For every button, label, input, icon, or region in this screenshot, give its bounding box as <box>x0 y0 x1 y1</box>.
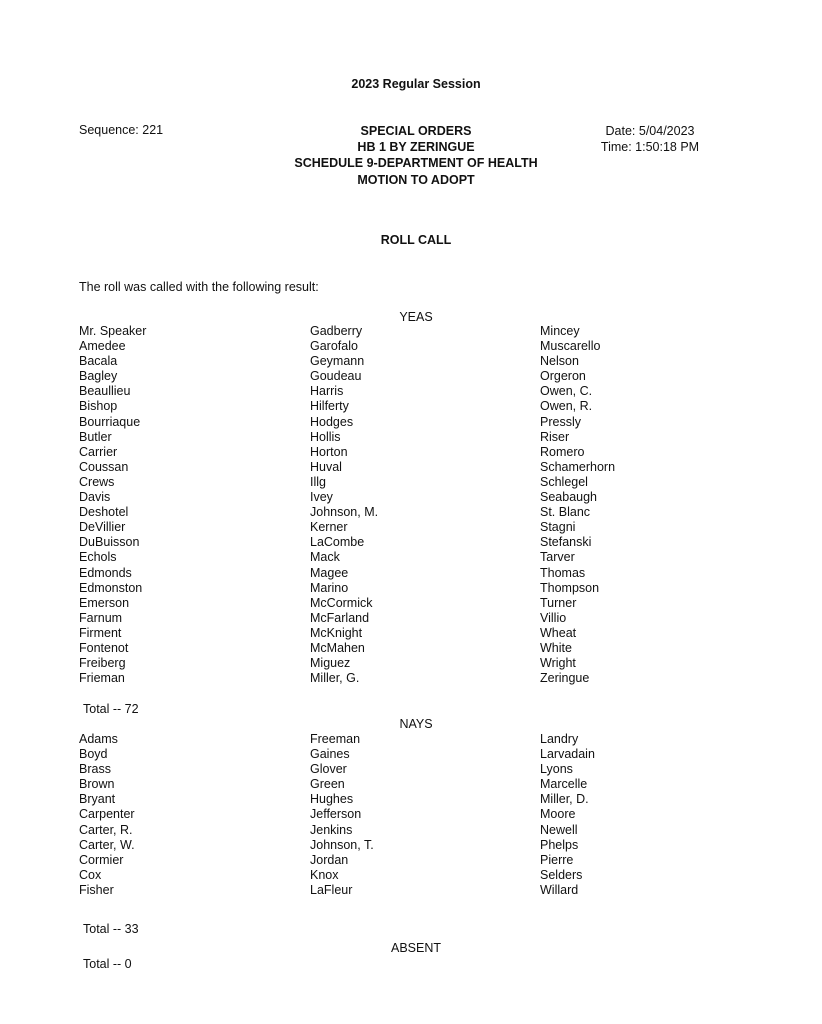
member-name: Brown <box>79 777 115 792</box>
member-name: McMahen <box>310 640 365 655</box>
member-name: Freeman <box>310 732 361 746</box>
member-name: Gaines <box>310 747 350 762</box>
document-heading <box>294 123 537 188</box>
member-name: LaCombe <box>310 535 365 550</box>
member-name: Hughes <box>310 792 354 807</box>
date-time-block <box>601 123 699 155</box>
member-name: Orgeron <box>540 369 586 384</box>
member-name: Frieman <box>79 671 125 686</box>
member-name: Amedee <box>79 339 126 354</box>
member-name: Turner <box>540 595 577 610</box>
sequence-number: Sequence: 221 <box>79 123 164 137</box>
yeas-label: YEAS <box>399 310 433 324</box>
member-name: Miller, G. <box>310 671 360 686</box>
member-name: Bishop <box>79 399 118 414</box>
member-name: Huval <box>310 459 342 474</box>
absent-label: ABSENT <box>390 941 442 955</box>
session-title: 2023 Regular Session <box>351 77 481 91</box>
member-name: Lyons <box>540 762 573 777</box>
member-name: Thomas <box>540 565 586 580</box>
member-name: Carpenter <box>79 807 135 822</box>
member-name: Beaullieu <box>79 384 131 399</box>
member-name: Riser <box>540 429 570 444</box>
absent-total: Total -- 0 <box>83 957 132 971</box>
member-name: Jordan <box>310 852 349 867</box>
member-name: DeVillier <box>79 520 126 535</box>
member-name: Landry <box>540 732 579 746</box>
member-name: McCormick <box>310 595 373 610</box>
member-name: Willard <box>540 882 579 897</box>
member-name: Wright <box>540 656 576 671</box>
member-name: Illg <box>310 474 326 489</box>
heading-line: SPECIAL ORDERS <box>360 124 472 138</box>
member-name: Firment <box>79 625 122 640</box>
member-name: Mincey <box>540 324 580 338</box>
member-name: Phelps <box>540 837 579 852</box>
member-name: Farnum <box>79 610 123 625</box>
member-name: St. Blanc <box>540 505 591 520</box>
member-name: LaFleur <box>310 882 353 897</box>
yeas-column <box>79 324 146 686</box>
member-name: Fontenot <box>79 640 129 655</box>
member-name: Bacala <box>79 354 118 369</box>
member-name: Zeringue <box>540 671 590 686</box>
member-name: Seabaugh <box>540 490 598 505</box>
member-name: Butler <box>79 429 112 444</box>
nays-total: Total -- 33 <box>83 922 139 936</box>
member-name: Kerner <box>310 520 348 535</box>
member-name: White <box>540 640 572 655</box>
member-name: Jefferson <box>310 807 362 822</box>
nays-column <box>310 732 374 898</box>
yeas-column <box>310 324 378 686</box>
member-name: Romero <box>540 444 585 459</box>
member-name: Davis <box>79 490 111 505</box>
member-name: Cormier <box>79 852 124 867</box>
member-name: Tarver <box>540 550 575 565</box>
nays-column <box>79 732 135 898</box>
member-name: Mack <box>310 550 340 565</box>
member-name: McFarland <box>310 610 370 625</box>
member-name: Bryant <box>79 792 116 807</box>
member-name: Bourriaque <box>79 414 141 429</box>
member-name: Knox <box>310 867 339 882</box>
member-name: Cox <box>79 867 102 882</box>
member-name: Marino <box>310 580 349 595</box>
member-name: McKnight <box>310 625 363 640</box>
member-name: Hilferty <box>310 399 349 414</box>
member-name: Carter, R. <box>79 822 133 837</box>
member-name: Schlegel <box>540 474 588 489</box>
member-name: Hollis <box>310 429 341 444</box>
member-name: Ivey <box>310 490 333 505</box>
member-name: Crews <box>79 474 115 489</box>
member-name: Emerson <box>79 595 130 610</box>
member-name: Moore <box>540 807 576 822</box>
member-name: Schamerhorn <box>540 459 616 474</box>
yeas-total: Total -- 72 <box>83 702 139 716</box>
member-name: Magee <box>310 565 349 580</box>
member-name: Fisher <box>79 882 114 897</box>
member-name: Pressly <box>540 414 581 429</box>
member-name: Miller, D. <box>540 792 589 807</box>
vote-date: Date: 5/04/2023 <box>605 124 695 138</box>
member-name: Echols <box>79 550 117 565</box>
member-name: Stefanski <box>540 535 592 550</box>
member-name: Stagni <box>540 520 576 535</box>
member-name: Marcelle <box>540 777 588 792</box>
member-name: Coussan <box>79 459 129 474</box>
roll-call-title: ROLL CALL <box>380 233 452 247</box>
member-name: Edmonds <box>79 565 132 580</box>
member-name: Johnson, M. <box>310 505 379 520</box>
member-name: Jenkins <box>310 822 353 837</box>
member-name: Gadberry <box>310 324 363 338</box>
heading-line: MOTION TO ADOPT <box>357 172 475 187</box>
member-name: Freiberg <box>79 656 126 671</box>
member-name: Carrier <box>79 444 118 459</box>
member-name: Selders <box>540 867 583 882</box>
member-name: Larvadain <box>540 747 595 762</box>
heading-line: HB 1 BY ZERINGUE <box>357 140 475 155</box>
member-name: Nelson <box>540 354 579 369</box>
member-name: Horton <box>310 444 348 459</box>
nays-label: NAYS <box>399 717 433 731</box>
heading-line: SCHEDULE 9-DEPARTMENT OF HEALTH <box>294 156 538 171</box>
member-name: Villio <box>540 610 567 625</box>
member-name: Harris <box>310 384 344 399</box>
member-name: Deshotel <box>79 505 129 520</box>
nays-column <box>540 732 595 898</box>
member-name: Mr. Speaker <box>79 324 147 338</box>
member-name: Geymann <box>310 354 365 369</box>
member-name: Miguez <box>310 656 351 671</box>
member-name: Glover <box>310 762 347 777</box>
member-name: Adams <box>79 732 118 746</box>
member-name: Owen, C. <box>540 384 593 399</box>
member-name: Muscarello <box>540 339 601 354</box>
member-name: Garofalo <box>310 339 358 354</box>
member-name: Hodges <box>310 414 354 429</box>
member-name: Newell <box>540 822 578 837</box>
member-name: Johnson, T. <box>310 837 374 852</box>
roll-call-intro: The roll was called with the following result: <box>79 280 319 294</box>
member-name: Green <box>310 777 345 792</box>
member-name: Carter, W. <box>79 837 135 852</box>
member-name: Thompson <box>540 580 600 595</box>
member-name: Pierre <box>540 852 574 867</box>
member-name: Owen, R. <box>540 399 593 414</box>
member-name: DuBuisson <box>79 535 140 550</box>
vote-time: Time: 1:50:18 PM <box>600 140 700 154</box>
member-name: Boyd <box>79 747 108 762</box>
member-name: Bagley <box>79 369 118 384</box>
yeas-column <box>540 324 615 686</box>
member-name: Goudeau <box>310 369 362 384</box>
member-name: Wheat <box>540 625 577 640</box>
member-name: Brass <box>79 762 111 777</box>
member-name: Edmonston <box>79 580 143 595</box>
